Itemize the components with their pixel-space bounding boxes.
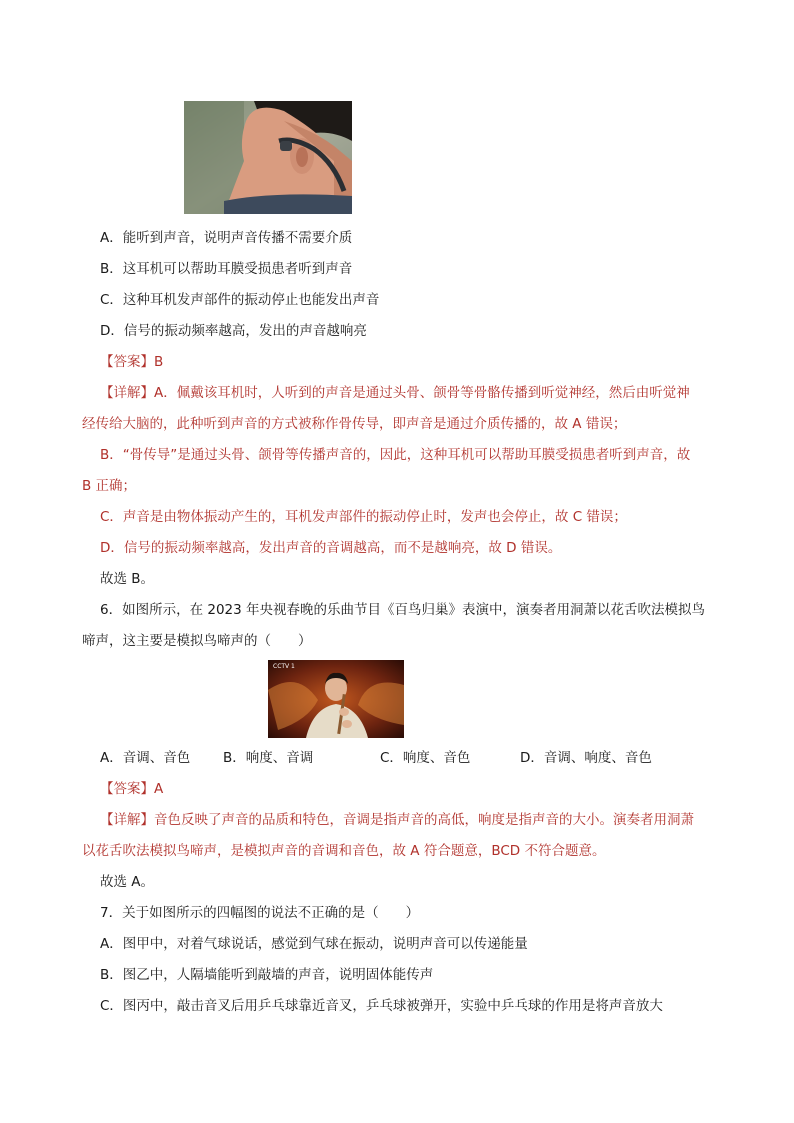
q5-option-b: B．这耳机可以帮助耳膜受损患者听到声音 (100, 261, 353, 277)
q7-option-b: B．图乙中，人隔墙能听到敲墙的声音，说明固体能传声 (100, 967, 434, 983)
answer-value: A (154, 781, 164, 797)
q6-detail-line-2: 以花舌吹法模拟鸟啼声，是模拟声音的音调和音色，故 A 符合题意，BCD 不符合题意。 (82, 843, 606, 859)
q7-stem: 7．关于如图所示的四幅图的说法不正确的是（ ） (100, 905, 420, 921)
q7-option-c: C．图丙中，敲击音叉后用乒乓球靠近音叉，乒乓球被弹开，实验中乒乓球的作用是将声音放大 (100, 998, 663, 1014)
q6-option-a: A．音调、音色 (100, 750, 191, 766)
q5-option-a: A．能听到声音，说明声音传播不需要介质 (100, 230, 353, 246)
bone-conduction-headphone-photo (184, 101, 352, 214)
q6-stem-line-1: 6．如图所示，在 2023 年央视春晚的乐曲节目《百鸟归巢》表演中，演奏者用洞萧以花舌吹法模拟鸟 (100, 602, 706, 618)
q5-detail-line-2: 经传给大脑的，此种听到声音的方式被称作骨传导，即声音是通过介质传播的，故 A 错误； (82, 416, 627, 432)
answer-value: B (154, 354, 164, 370)
q5-conclusion: 故选 B。 (100, 571, 155, 587)
spring-gala-performer-photo (268, 660, 404, 738)
answer-tag: 【答案】 (100, 781, 154, 797)
answer-tag: 【答案】 (100, 354, 154, 370)
q5-detail-line-3: B．“骨传导”是通过头骨、颌骨等传播声音的，因此，这种耳机可以帮助耳膜受损患者听到声音，故 (100, 447, 691, 463)
detail-text: A．佩戴该耳机时，人听到的声音是通过头骨、颌骨等骨骼传播到听觉神经，然后由听觉神 (154, 385, 690, 401)
q5-answer (100, 352, 163, 372)
q5-detail-line-4: B 正确； (82, 478, 137, 494)
q6-option-d: D．音调、响度、音色 (520, 750, 652, 766)
q6-detail-line-1 (100, 810, 694, 830)
q5-detail-line-1 (100, 383, 690, 403)
q5-detail-line-6: D．信号的振动频率越高，发出声音的音调越高，而不是越响亮，故 D 错误。 (100, 540, 562, 556)
detail-tag: 【详解】 (100, 385, 154, 401)
detail-tag: 【详解】 (100, 812, 154, 828)
q6-option-c: C．响度、音色 (380, 750, 471, 766)
q6-answer (100, 779, 163, 799)
q6-option-b: B．响度、音调 (223, 750, 314, 766)
q7-option-a: A．图甲中，对着气球说话，感觉到气球在振动，说明声音可以传递能量 (100, 936, 528, 952)
cctv-logo: CCTV 1 (273, 663, 295, 670)
q5-option-d: D．信号的振动频率越高，发出的声音越响亮 (100, 323, 367, 339)
q5-detail-line-5: C．声音是由物体振动产生的，耳机发声部件的振动停止时，发声也会停止，故 C 错误； (100, 509, 627, 525)
q5-option-c: C．这种耳机发声部件的振动停止也能发出声音 (100, 292, 380, 308)
q6-conclusion: 故选 A。 (100, 874, 155, 890)
detail-text: 音色反映了声音的品质和特色，音调是指声音的高低，响度是指声音的大小。演奏者用洞萧 (154, 812, 694, 828)
q6-stem-line-2: 啼声，这主要是模拟鸟啼声的（ ） (82, 633, 312, 649)
